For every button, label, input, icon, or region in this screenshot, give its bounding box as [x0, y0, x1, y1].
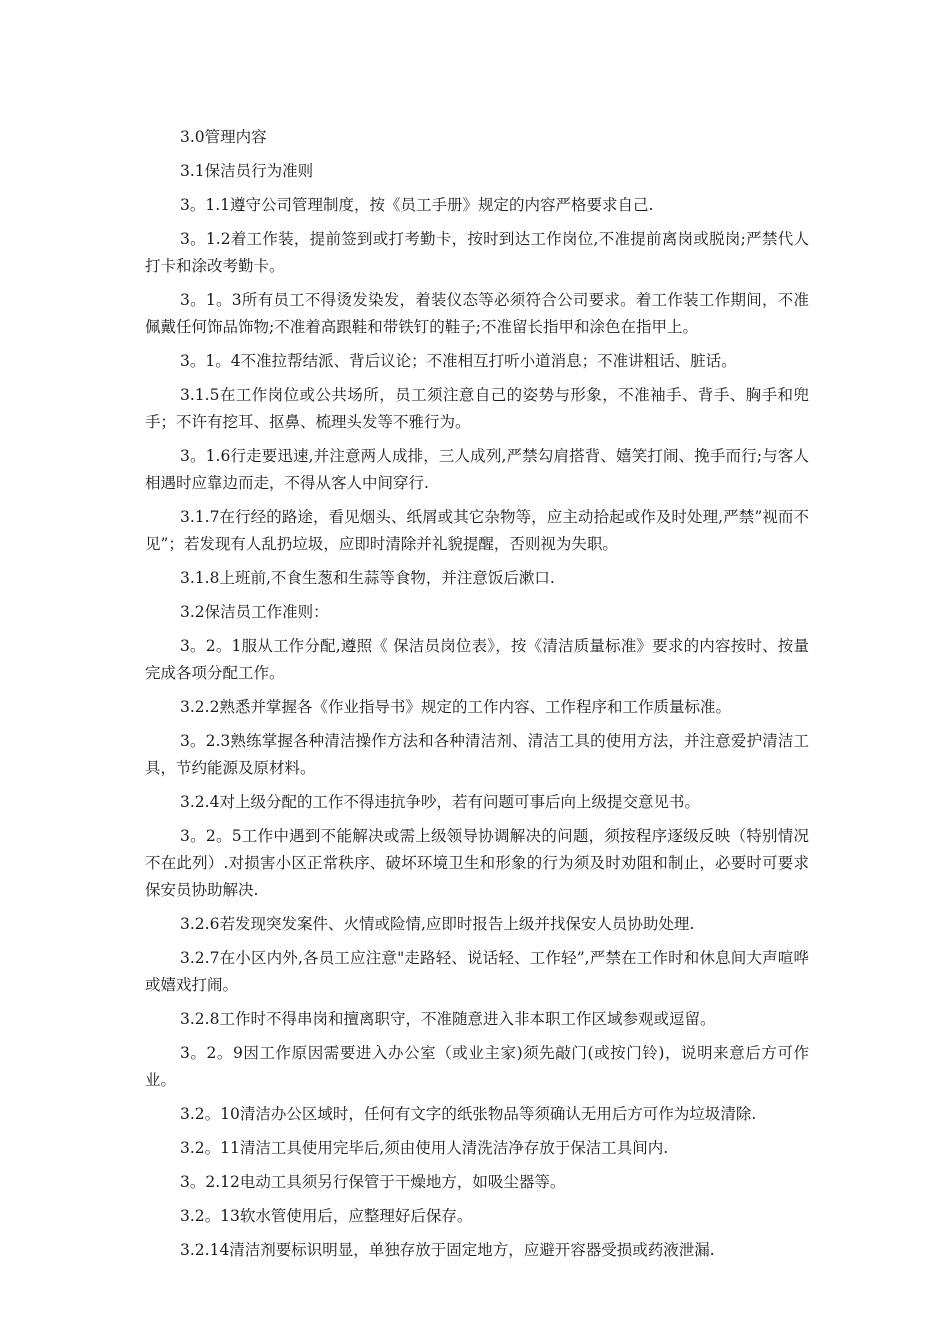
paragraph-3-2-1: 3。2。1服从工作分配,遵照《 保洁员岗位表》，按《清洁质量标准》要求的内容按时、按量完成各项分配工作。	[145, 637, 809, 682]
paragraph-3-1-3: 3。1。3所有员工不得烫发染发，着装仪态等必须符合公司要求。着工作装工作期间，不准佩戴任何饰品饰物;不准着高跟鞋和带铁钉的鞋子;不准留长指甲和涂色在指甲上。	[145, 291, 809, 336]
paragraph-3-2-13: 3.2。13软水管使用后，应整理好后保存。	[180, 1207, 473, 1225]
paragraph-3-1-8: 3.1.8上班前,不食生葱和生蒜等食物，并注意饭后漱口.	[180, 569, 555, 587]
paragraph-3-2-6: 3.2.6若发现突发案件、火情或险情,应即时报告上级并找保安人员协助处理.	[180, 915, 695, 933]
paragraph-3-1-6: 3。1.6行走要迅速,并注意两人成排，三人成列,严禁勾肩搭背、嬉笑打闹、挽手而行;与客人相遇时应靠边而走，不得从客人中间穿行.	[145, 447, 809, 492]
paragraph-3-2-7: 3.2.7在小区内外,各员工应注意"走路轻、说话轻、工作轻”,严禁在工作时和休息间大声喧哗或嬉戏打闹。	[145, 949, 809, 994]
paragraph-3-2-14: 3.2.14清洁剂要标识明显，单独存放于固定地方，应避开容器受损或药液泄漏.	[180, 1241, 715, 1259]
paragraph-3-2-11: 3.2。11清洁工具使用完毕后,须由使用人清洗洁净存放于保洁工具间内.	[180, 1139, 669, 1157]
paragraph-3-1-2: 3。1.2着工作装，提前签到或打考勤卡，按时到达工作岗位,不准提前离岗或脱岗;严禁代人打卡和涂改考勤卡。	[145, 230, 809, 275]
paragraph-3-2-10: 3.2。10清洁办公区域时，任何有文字的纸张物品等须确认无用后方可作为垃圾清除.	[180, 1105, 757, 1123]
document-body	[145, 124, 809, 1271]
section-heading-3-2: 3.2保洁员工作准则：	[180, 603, 329, 621]
section-heading-3-0: 3.0管理内容	[180, 128, 267, 146]
paragraph-3-2-4: 3.2.4对上级分配的工作不得违抗争吵，若有问题可事后向上级提交意见书。	[180, 793, 700, 811]
paragraph-3-1-5: 3.1.5在工作岗位或公共场所，员工须注意自己的姿势与形象，不准袖手、背手、胸手和兜手；不许有挖耳、抠鼻、梳理头发等不雅行为。	[145, 386, 809, 431]
paragraph-3-2-5: 3。2。5工作中遇到不能解决或需上级领导协调解决的问题，须按程序逐级反映（特别情况不在此列）.对损害小区正常秩序、破坏环境卫生和形象的行为须及时劝阻和制止，必要时可要求保安员协助解决.	[145, 827, 809, 899]
paragraph-3-1-1: 3。1.1遵守公司管理制度，按《员工手册》规定的内容严格要求自己.	[180, 196, 654, 214]
paragraph-3-2-8: 3.2.8工作时不得串岗和擅离职守，不准随意进入非本职工作区域参观或逗留。	[180, 1010, 716, 1028]
paragraph-3-1-4: 3。1。4不准拉帮结派、背后议论；不准相互打听小道消息；不准讲粗话、脏话。	[180, 352, 737, 370]
paragraph-3-2-12: 3。2.12电动工具须另行保管于干燥地方，如吸尘器等。	[180, 1173, 566, 1191]
paragraph-3-2-3: 3。2.3熟练掌握各种清洁操作方法和各种清洁剂、清洁工具的使用方法，并注意爱护清洁工具，节约能源及原材料。	[145, 732, 809, 777]
paragraph-3-1-7: 3.1.7在行经的路途，看见烟头、纸屑或其它杂物等，应主动拾起或作及时处理,严禁”视而不见”；若发现有人乱扔垃圾，应即时清除并礼貌提醒，否则视为失职。	[145, 508, 809, 553]
paragraph-3-2-9: 3。2。9因工作原因需要进入办公室（或业主家)须先敲门(或按门铃)，说明来意后方可作业。	[145, 1044, 809, 1089]
paragraph-3-2-2: 3.2.2熟悉并掌握各《作业指导书》规定的工作内容、工作程序和工作质量标准。	[180, 698, 731, 716]
section-heading-3-1: 3.1保洁员行为准则	[180, 162, 314, 180]
